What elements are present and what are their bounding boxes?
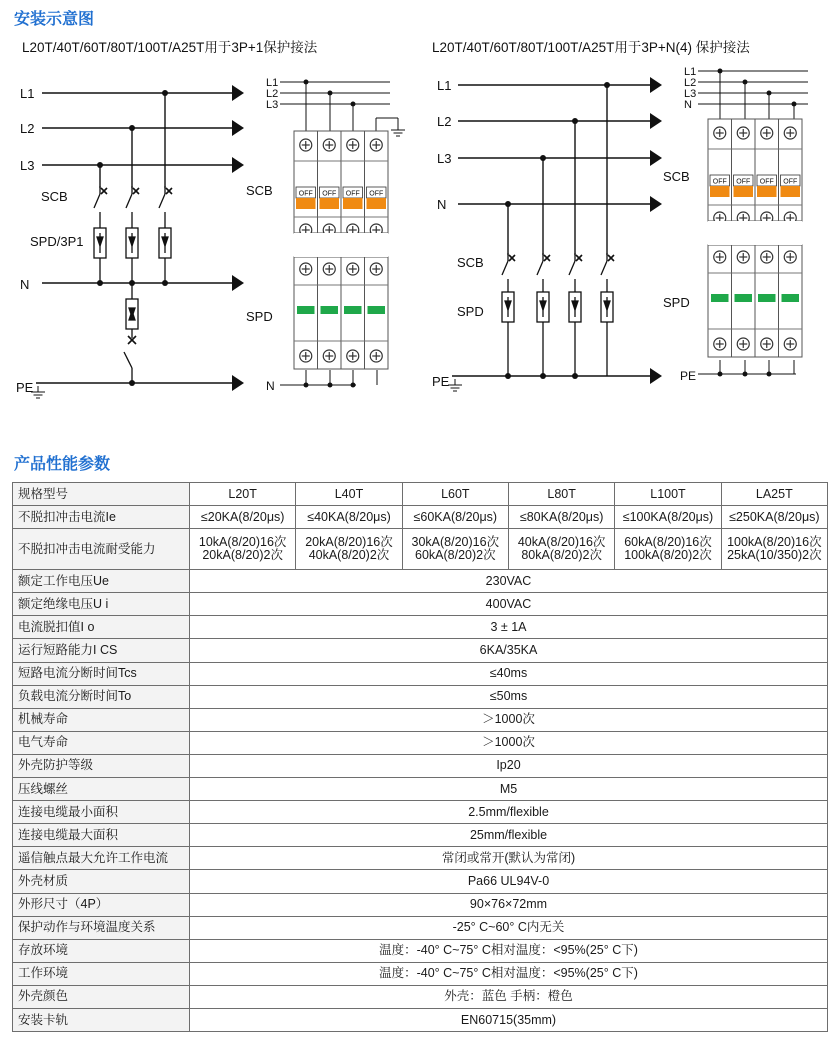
row-label: 电气寿命 xyxy=(13,731,190,754)
table-row xyxy=(13,685,828,708)
row-value: M5 xyxy=(190,778,828,801)
off-label: OFF xyxy=(736,178,751,186)
right-module-3pn xyxy=(708,119,802,357)
left-mod-label-l2: L2 xyxy=(266,88,279,100)
row-label: 外壳防护等级 xyxy=(13,754,190,777)
table-row xyxy=(13,916,828,939)
table-row xyxy=(13,506,828,529)
row-label: 连接电缆最大面积 xyxy=(13,824,190,847)
handle-orange[interactable] xyxy=(734,186,754,197)
model-header-cell: L60T xyxy=(402,483,508,506)
terminal-screw-icon xyxy=(784,127,796,139)
install-section-title: 安装示意图 xyxy=(14,9,95,28)
left-branch-n-pe xyxy=(124,283,138,383)
right-label-l2: L2 xyxy=(437,114,452,129)
value-line: 25kA(10/350)2次 xyxy=(727,548,822,563)
terminal-screw-icon xyxy=(347,139,359,151)
table-row xyxy=(13,1008,828,1031)
performance-section-title: 产品性能参数 xyxy=(14,454,111,473)
table-row xyxy=(13,801,828,824)
right-label-spd: SPD xyxy=(457,304,484,319)
value-line: 30kA(8/20)16次 xyxy=(411,535,500,550)
status-indicator xyxy=(735,294,753,302)
table-row xyxy=(13,939,828,962)
row-value: EN60715(35mm) xyxy=(190,1008,828,1031)
status-indicator xyxy=(344,306,362,314)
right-label-scb: SCB xyxy=(457,255,484,270)
status-indicator xyxy=(711,294,729,302)
row-value xyxy=(190,529,296,570)
left-l1-arrow xyxy=(232,85,244,101)
row-label: 负载电流分断时间To xyxy=(13,685,190,708)
right-branch-l2 xyxy=(569,253,582,376)
left-pe-arrow xyxy=(232,375,244,391)
table-row xyxy=(13,962,828,985)
value-line: 100kA(8/20)16次 xyxy=(727,535,822,550)
row-value: 常闭或常开(默认为常闭) xyxy=(190,847,828,870)
table-row xyxy=(13,824,828,847)
value-line: 40kA(8/20)2次 xyxy=(308,548,390,563)
terminal-screw-icon xyxy=(714,338,726,350)
status-indicator xyxy=(321,306,339,314)
left-l2-arrow xyxy=(232,120,244,136)
row-value: 温度：-40° C~75° C相对温度：<95%(25° C下) xyxy=(190,939,828,962)
right-label-l3: L3 xyxy=(437,151,452,166)
handle-orange[interactable] xyxy=(757,186,777,197)
left-branch-l2 xyxy=(126,186,139,283)
off-label: OFF xyxy=(783,178,798,186)
left-label-l2: L2 xyxy=(20,121,35,136)
left-mod-label-l3: L3 xyxy=(266,99,279,111)
model-header-cell: L20T xyxy=(190,483,296,506)
terminal-screw-icon xyxy=(323,350,335,362)
terminal-screw-icon xyxy=(370,350,382,362)
table-row xyxy=(13,570,828,593)
off-label: OFF xyxy=(712,178,727,186)
left-label-scb: SCB xyxy=(41,189,68,204)
row-value: 230VAC xyxy=(190,570,828,593)
terminal-screw-icon xyxy=(347,350,359,362)
left-mod-label-l1: L1 xyxy=(266,77,279,89)
left-label-pe: PE xyxy=(16,380,34,395)
row-value: ≤100KA(8/20μs) xyxy=(615,506,721,529)
table-row xyxy=(13,893,828,916)
status-indicator xyxy=(297,306,315,314)
row-label: 短路电流分断时间Tcs xyxy=(13,662,190,685)
off-label: OFF xyxy=(345,190,360,198)
table-row xyxy=(13,847,828,870)
value-line: 100kA(8/20)2次 xyxy=(624,548,712,563)
row-value: ≤40KA(8/20μs) xyxy=(296,506,402,529)
table-row xyxy=(13,708,828,731)
value-line: 20kA(8/20)16次 xyxy=(305,535,393,550)
row-label: 压线螺丝 xyxy=(13,778,190,801)
terminal-screw-icon xyxy=(737,251,749,263)
value-line: 10kA(8/20)16次 xyxy=(198,535,287,550)
terminal-screw-icon xyxy=(737,338,749,350)
terminal-screw-icon xyxy=(737,127,749,139)
row-label: 不脱扣冲击电流耐受能力 xyxy=(13,529,190,570)
left-branch-l3 xyxy=(94,186,107,283)
spec-table xyxy=(12,482,828,1032)
row-value: ≤60KA(8/20μs) xyxy=(402,506,508,529)
row-label: 额定绝缘电压U i xyxy=(13,593,190,616)
row-value: 25mm/flexible xyxy=(190,824,828,847)
row-label: 安装卡轨 xyxy=(13,1008,190,1031)
row-label: 外壳颜色 xyxy=(13,985,190,1008)
right-module-spd-label: SPD xyxy=(663,295,690,310)
row-value: ≤40ms xyxy=(190,662,828,685)
table-row xyxy=(13,754,828,777)
model-header-cell: L80T xyxy=(508,483,614,506)
right-mod-label-l3: L3 xyxy=(684,88,697,100)
terminal-screw-icon xyxy=(714,251,726,263)
terminal-screw-icon xyxy=(323,263,335,275)
terminal-screw-icon xyxy=(784,251,796,263)
terminal-screw-icon xyxy=(761,338,773,350)
model-header-cell: L40T xyxy=(296,483,402,506)
row-label: 外壳材质 xyxy=(13,870,190,893)
row-value: 外壳：蓝色 手柄：橙色 xyxy=(190,985,828,1008)
right-mod-label-l1: L1 xyxy=(684,66,697,78)
terminal-screw-icon xyxy=(784,338,796,350)
row-label: 存放环境 xyxy=(13,939,190,962)
right-branch-l1 xyxy=(601,253,614,376)
row-value: Ip20 xyxy=(190,754,828,777)
row-value xyxy=(508,529,614,570)
handle-orange[interactable] xyxy=(343,198,363,209)
left-label-spd: SPD/3P1 xyxy=(30,234,84,249)
table-row xyxy=(13,662,828,685)
row-value: 400VAC xyxy=(190,593,828,616)
row-value: Pa66 UL94V-0 xyxy=(190,870,828,893)
status-indicator xyxy=(758,294,776,302)
value-line: 40kA(8/20)16次 xyxy=(517,535,606,550)
handle-orange[interactable] xyxy=(296,198,316,209)
handle-orange[interactable] xyxy=(781,186,801,197)
table-row xyxy=(13,529,828,570)
handle-orange[interactable] xyxy=(367,198,387,209)
row-label: 遥信触点最大允许工作电流 xyxy=(13,847,190,870)
table-row xyxy=(13,870,828,893)
right-branch-l3 xyxy=(537,253,550,376)
model-header-cell: L100T xyxy=(615,483,721,506)
left-label-n: N xyxy=(20,277,30,292)
left-branch-l1 xyxy=(159,186,172,283)
row-label: 运行短路能力I CS xyxy=(13,639,190,662)
left-module-3p1 xyxy=(294,131,388,369)
row-value: ＞1000次 xyxy=(190,731,828,754)
right-label-l1: L1 xyxy=(437,78,452,93)
table-row xyxy=(13,731,828,754)
left-n-arrow xyxy=(232,275,244,291)
row-value: 3 ± 1A xyxy=(190,616,828,639)
row-label: 不脱扣冲击电流Ie xyxy=(13,506,190,529)
row-value xyxy=(615,529,721,570)
handle-orange[interactable] xyxy=(320,198,340,209)
right-branch-n xyxy=(502,253,515,376)
row-value: ≤50ms xyxy=(190,685,828,708)
terminal-screw-icon xyxy=(300,350,312,362)
value-line: 60kA(8/20)2次 xyxy=(415,548,496,563)
row-label: 连接电缆最小面积 xyxy=(13,801,190,824)
table-row xyxy=(13,593,828,616)
row-value xyxy=(402,529,508,570)
row-label: 外形尺寸（4P） xyxy=(13,893,190,916)
terminal-screw-icon xyxy=(300,139,312,151)
right-mod-label-l2: L2 xyxy=(684,77,697,89)
terminal-screw-icon xyxy=(370,139,382,151)
value-line: 20kA(8/20)2次 xyxy=(202,548,283,563)
row-value xyxy=(296,529,402,570)
off-label: OFF xyxy=(298,190,313,198)
status-indicator xyxy=(368,306,386,314)
table-header-row xyxy=(13,483,828,506)
off-label: OFF xyxy=(369,190,384,198)
right-module-scb-label: SCB xyxy=(663,169,690,184)
left-label-l1: L1 xyxy=(20,86,35,101)
left-diagram-title: L20T/40T/60T/80T/100T/A25T用于3P+1保护接法 xyxy=(22,40,318,55)
terminal-screw-icon xyxy=(347,263,359,275)
terminal-screw-icon xyxy=(761,251,773,263)
row-value: -25° C~60° C内无关 xyxy=(190,916,828,939)
right-label-pe: PE xyxy=(432,374,450,389)
terminal-screw-icon xyxy=(761,127,773,139)
row-label: 保护动作与环境温度关系 xyxy=(13,916,190,939)
left-module-n-label: N xyxy=(266,379,275,393)
off-label: OFF xyxy=(759,178,774,186)
model-header-cell: LA25T xyxy=(721,483,827,506)
row-value: 6KA/35KA xyxy=(190,639,828,662)
row-value: ＞1000次 xyxy=(190,708,828,731)
table-row xyxy=(13,616,828,639)
installation-diagrams xyxy=(0,0,840,430)
row-label: 机械寿命 xyxy=(13,708,190,731)
row-label: 工作环境 xyxy=(13,962,190,985)
row-value xyxy=(721,529,827,570)
terminal-screw-icon xyxy=(300,263,312,275)
row-value: 2.5mm/flexible xyxy=(190,801,828,824)
left-label-l3: L3 xyxy=(20,158,35,173)
right-label-n: N xyxy=(437,197,447,212)
row-value: ≤20KA(8/20μs) xyxy=(190,506,296,529)
left-module-spd-label: SPD xyxy=(246,309,273,324)
row-label: 额定工作电压Ue xyxy=(13,570,190,593)
left-module-scb-label: SCB xyxy=(246,183,273,198)
table-row xyxy=(13,778,828,801)
value-line: 60kA(8/20)16次 xyxy=(624,535,712,550)
terminal-screw-icon xyxy=(370,263,382,275)
left-l3-arrow xyxy=(232,157,244,173)
off-label: OFF xyxy=(322,190,337,198)
row-value: ≤80KA(8/20μs) xyxy=(508,506,614,529)
right-diagram-title: L20T/40T/60T/80T/100T/A25T用于3P+N(4) 保护接法 xyxy=(432,40,750,55)
row-value: ≤250KA(8/20μs) xyxy=(721,506,827,529)
row-value: 温度：-40° C~75° C相对温度：<95%(25° C下) xyxy=(190,962,828,985)
right-module-pe-label: PE xyxy=(680,369,697,383)
row-value: 90×76×72mm xyxy=(190,893,828,916)
header-label-cell: 规格型号 xyxy=(13,483,190,506)
row-label: 电流脱扣值I o xyxy=(13,616,190,639)
status-indicator xyxy=(782,294,800,302)
terminal-screw-icon xyxy=(323,139,335,151)
terminal-screw-icon xyxy=(714,127,726,139)
table-row xyxy=(13,985,828,1008)
handle-orange[interactable] xyxy=(710,186,730,197)
table-row xyxy=(13,639,828,662)
value-line: 80kA(8/20)2次 xyxy=(521,548,602,563)
right-mod-label-n: N xyxy=(684,99,692,111)
